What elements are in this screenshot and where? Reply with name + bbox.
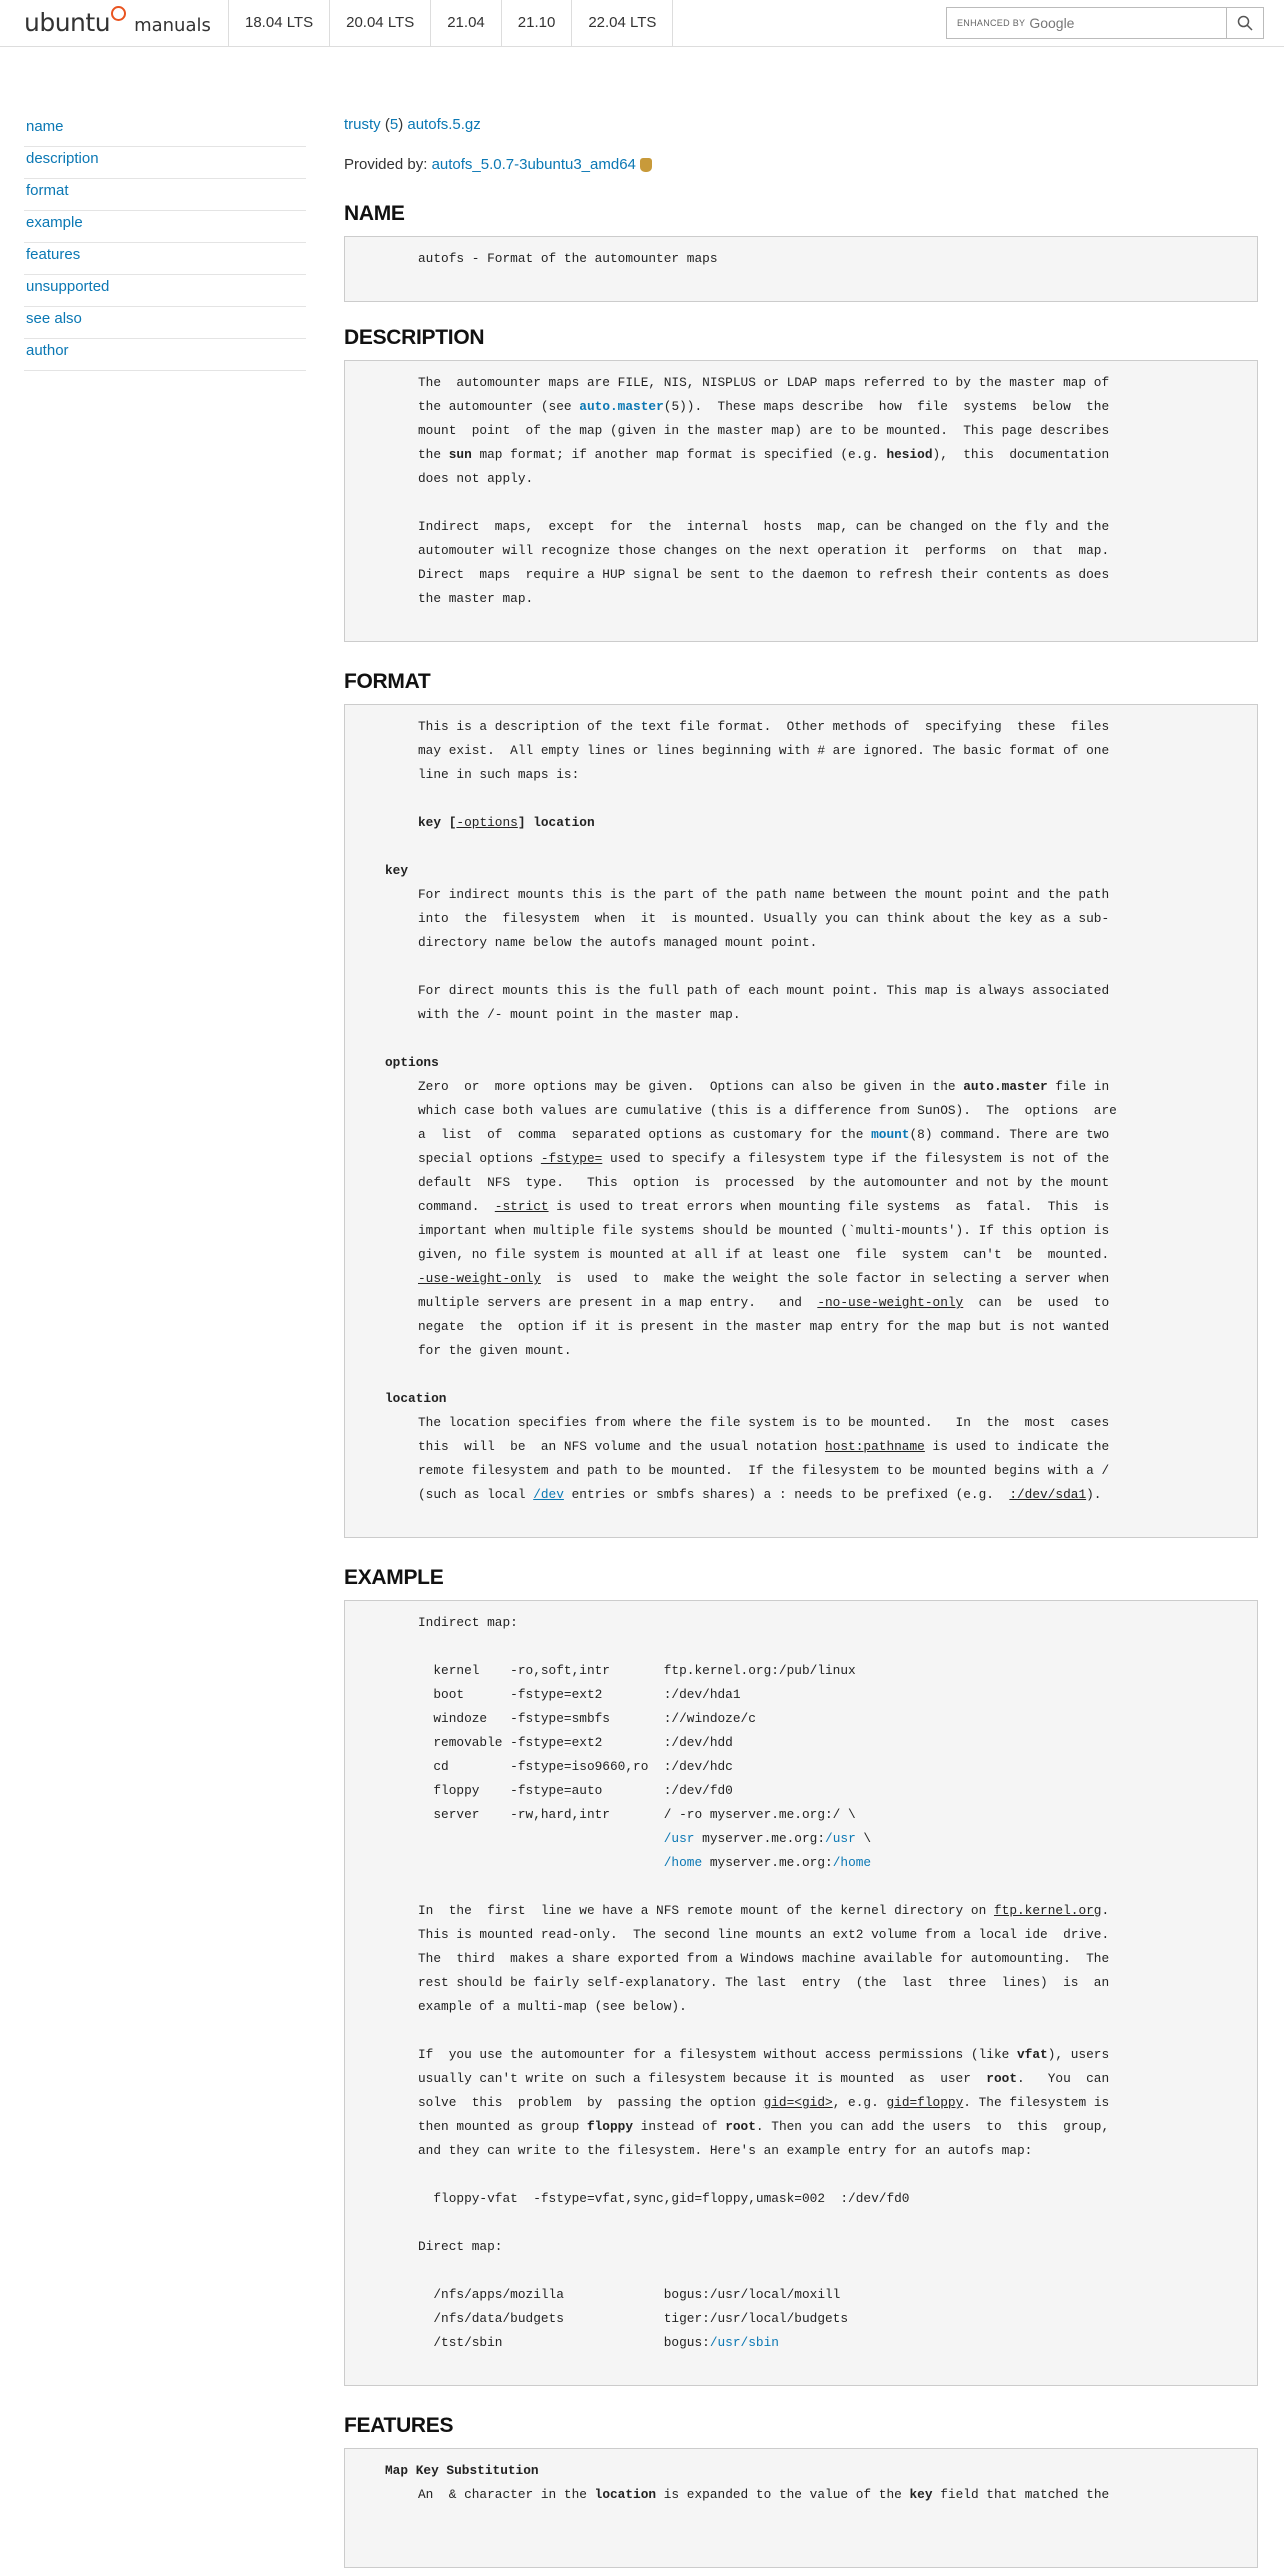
provided-by-label: Provided by: xyxy=(344,156,428,173)
logo-word: ubuntu xyxy=(24,8,111,37)
breadcrumb-release-link[interactable]: trusty xyxy=(344,116,381,133)
breadcrumb: trusty (5) autofs.5.gz xyxy=(344,116,481,133)
search-enhanced-label: ENHANCED BY xyxy=(957,18,1026,28)
search-input[interactable] xyxy=(946,7,1226,39)
section-sidebar xyxy=(24,116,306,372)
name-box xyxy=(344,236,1258,302)
sidebar-item-see-also[interactable]: see also xyxy=(24,308,306,339)
section-heading-example: EXAMPLE xyxy=(344,1566,444,1589)
nav-release-18-04[interactable]: 18.04 LTS xyxy=(228,0,329,46)
sidebar-item-author[interactable]: author xyxy=(24,340,306,371)
nav-release-20-04[interactable]: 20.04 LTS xyxy=(329,0,430,46)
search-button[interactable] xyxy=(1226,7,1264,39)
search-form xyxy=(946,7,1264,39)
format-box: This is a description of the text file format. Other methods of specifying these files may exist. All empty lines or lines beginning with # are ignored. The basic format of one line in such maps is: key [-options] location key For indirect mounts this is the part of the path name between the mount point and the path into the filesystem when it is mounted. Usually you can think about the key as a sub- directory name below the autofs managed mount point. For direct mounts this is the full path of each mount point. This map is always associated with the /- mount point in the master map. options Zero or more options may be given. Options can also be given in the auto.master file in which case both values are cumulative (this is a difference from SunOS). The options are a list of comma separated options as customary for the mount(8) command. There are two special options -fstype= used to specify a filesystem type if the filesystem is not of the default NFS type. This option is processed by the automounter and not by the mount command. -strict is used to treat errors when mounting file systems as fatal. This is important when multiple file systems should be mounted (`multi-mounts'). If this option is given, no file system is mounted at all if at least one file system can't be mounted. -use-weight-only is used to make the weight the sole factor in selecting a server when multiple servers are present in a map entry. and -no-use-weight-only can be used to negate the option if it is present in the master map entry for the map but is not wanted for the given mount. location The location specifies from where the file system is to be mounted. In the most cases this will be an NFS volume and the usual notation host:pathname is used to indicate the remote filesystem and path to be mounted. If the filesystem to be mounted begins with a / (such as local /dev entries or smbfs shares) a : needs to be prefixed (e.g. :/dev/sda1). xyxy=(344,704,1258,1538)
provided-by xyxy=(344,156,1258,180)
description-box: The automounter maps are FILE, NIS, NISPLUS or LDAP maps referred to by the master map of the automounter (see auto.master(5)). These maps describe how file systems below the mount point of the map (given in the master map) are to be mounted. This page describes the sun map format; if another map format is specified (e.g. hesiod), this documentation does not apply. Indirect maps, except for the internal hosts map, can be changed on the fly and the automouter will recognize those changes on the next operation it performs on that map. Direct maps require a HUP signal be sent to the daemon to refresh their contents as does the master map. xyxy=(344,360,1258,642)
home-link[interactable]: /home xyxy=(663,1855,703,1870)
usr-link[interactable]: /usr xyxy=(663,1831,695,1846)
sidebar-item-description[interactable]: description xyxy=(24,148,306,179)
sidebar-item-name[interactable]: name xyxy=(24,116,306,147)
name-text: autofs - Format of the automounter maps xyxy=(418,251,718,266)
section-heading-name: NAME xyxy=(344,202,405,225)
sidebar-item-features[interactable]: features xyxy=(24,244,306,275)
ubuntu-manuals-logo[interactable] xyxy=(24,8,211,38)
mount-link[interactable]: mount xyxy=(871,1127,910,1142)
section-heading-format: FORMAT xyxy=(344,670,431,693)
package-icon xyxy=(640,158,652,172)
nav-release-21-04[interactable]: 21.04 xyxy=(430,0,501,46)
example-box: Indirect map: kernel -ro,soft,intr ftp.kernel.org:/pub/linux boot -fstype=ext2 :/dev/hda1 windoze -fstype=smbfs ://windoze/c removable -fstype=ext2 :/dev/hdd cd -fstype=iso9660,ro :/dev/hdc floppy -fstype=auto :/dev/fd0 server -rw,hard,intr / -ro myserver.me.org:/ \ /usr myserver.me.org:/usr \ /home myserver.me.org:/home In the first line we have a NFS remote mount of the kernel directory on ftp.kernel.org. This is mounted read-only. The second line mounts an ext2 volume from a local ide drive. The third makes a share exported from a Windows machine available for automounting. The rest should be fairly self-explanatory. The last entry (the last three lines) is an example of a multi-map (see below). If you use the automounter for a filesystem without access permissions (like vfat), users usually can't write on such a filesystem because it is mounted as user root. You can solve this problem by passing the option gid=<gid>, e.g. gid=floppy. The filesystem is then mounted as group floppy instead of root. Then you can add the users to this group, and they can write to the filesystem. Here's an example entry for an autofs map: floppy-vfat -fstype=vfat,sync,gid=floppy,umask=002 :/dev/fd0 Direct map: /nfs/apps/mozilla bogus:/usr/local/moxill /nfs/data/budgets tiger:/usr/local/budgets /tst/sbin bogus:/usr/sbin xyxy=(344,1600,1258,2386)
breadcrumb-section-link[interactable]: 5 xyxy=(389,116,399,133)
sidebar-item-format[interactable]: format xyxy=(24,180,306,211)
manpage-content xyxy=(344,116,1258,2568)
nav-release-22-04[interactable]: 22.04 LTS xyxy=(571,0,673,46)
release-nav xyxy=(228,0,673,46)
logo-subtitle: manuals xyxy=(134,15,211,36)
search-icon xyxy=(1237,15,1253,31)
sidebar-item-unsupported[interactable]: unsupported xyxy=(24,276,306,307)
home-link-2[interactable]: /home xyxy=(832,1855,872,1870)
usr-sbin-link[interactable]: /usr/sbin xyxy=(709,2335,779,2350)
dev-link[interactable]: /dev xyxy=(533,1487,564,1502)
features-box: Map Key Substitution An & character in the location is expanded to the value of the key field that matched the xyxy=(344,2448,1258,2568)
top-navigation-bar xyxy=(0,0,1284,47)
section-heading-features: FEATURES xyxy=(344,2414,454,2437)
auto-master-link[interactable]: auto.master xyxy=(579,399,664,414)
usr-link-2[interactable]: /usr xyxy=(825,1831,856,1846)
search-google-label: Google xyxy=(1029,15,1075,31)
nav-release-21-10[interactable]: 21.10 xyxy=(501,0,572,46)
sidebar-item-example[interactable]: example xyxy=(24,212,306,243)
section-heading-description: DESCRIPTION xyxy=(344,326,485,349)
package-link[interactable]: autofs_5.0.7-3ubuntu3_amd64 xyxy=(431,156,636,173)
breadcrumb-file-link[interactable]: autofs.5.gz xyxy=(407,116,481,133)
ubuntu-circle-icon xyxy=(111,6,126,21)
